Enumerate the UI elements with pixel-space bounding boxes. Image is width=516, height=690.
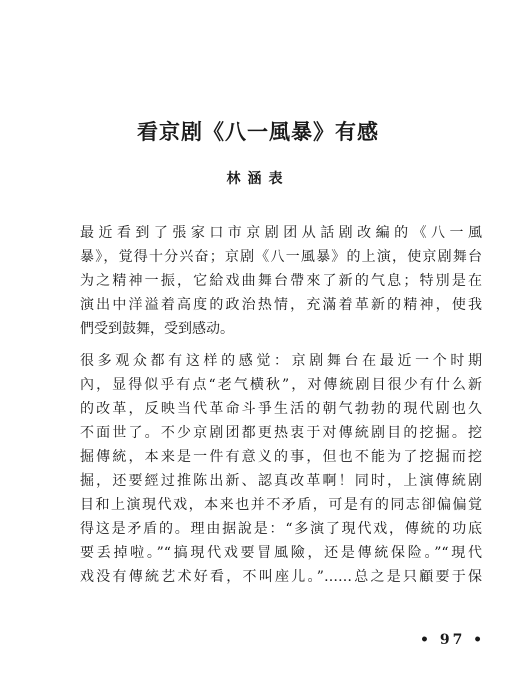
paragraph [80, 221, 482, 341]
article-title: 看京剧《八一風暴》有感 [137, 119, 379, 144]
paragraph [80, 349, 482, 589]
author-name: 林涵表 [226, 171, 290, 187]
text-line: 掘傳統，本来是一件有意义的事，但也不能为了挖掘而挖 [80, 449, 482, 465]
text-line: 不面世了。不少京剧团都更热衷于对傳統剧目的挖掘。挖 [80, 425, 482, 441]
text-line: 內，显得似乎有点“老气横秋”，对傳統剧目很少有什么新 [80, 377, 482, 393]
text-line: 为之精神一振，它給戏曲舞台帶來了新的气息；特別是在 [80, 273, 482, 289]
text-line: 的改革，反映当代革命斗爭生活的朝气勃勃的現代剧也久 [80, 401, 482, 417]
text-line: 們受到鼓舞，受到感动。 [80, 321, 234, 337]
text-line: 要丢掉啦。”“搞現代戏要冒風險，还是傳統保险。”“現代 [80, 545, 482, 561]
text-line: 戏没有傳統艺术好看，不叫座儿。”……总之是只顧要于保 [80, 569, 482, 585]
page-number: • 97 • [420, 632, 486, 648]
text-line: 掘，还要經过推陈出新、認真改革啊！同时，上演傳統剧 [80, 473, 482, 489]
text-line: 得这是矛盾的。理由据說是：“多演了現代戏，傳統的功底 [80, 521, 482, 537]
text-line: 最近看到了張家口市京剧团从話剧改編的《八一風 [80, 225, 482, 241]
text-line: 很多观众都有这样的感觉：京剧舞台在最近一个时期 [80, 353, 482, 369]
text-line: 暴》，覚得十分兴奋；京剧《八一風暴》的上演，使京剧舞台 [80, 249, 482, 265]
paragraph-spacer [80, 341, 482, 349]
text-line: 目和上演現代戏，本来也并不矛盾，可是有的同志卻偏偏覚 [80, 497, 482, 513]
article-body [80, 221, 482, 589]
text-line: 演出中洋溢着高度的政治热情，充滿着革新的精神，使我 [80, 297, 482, 313]
